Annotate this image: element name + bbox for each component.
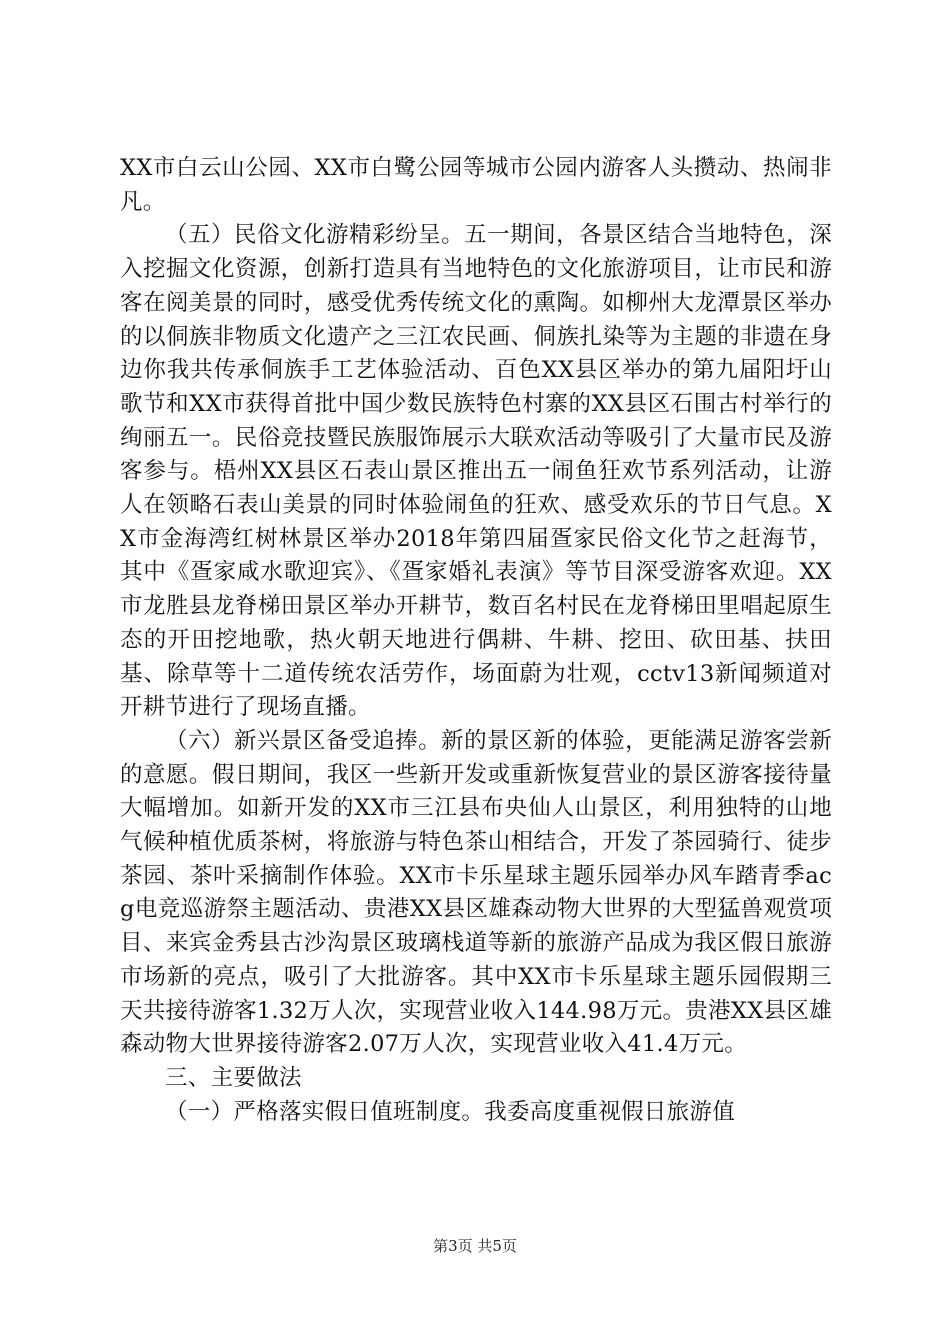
paragraph-duty-system: （一）严格落实假日值班制度。我委高度重视假日旅游值 [165, 1098, 736, 1125]
paragraph-folk-culture: （五）民俗文化游精彩纷呈。五一期间，各景区结合当地特色，深入挖掘文化资源，创新打造具有当地特色的文化旅游项目，让市民和游客在阅美景的同时，感受优秀传统文化的熏陶。如柳州大龙潭景区举办的以侗族非物质文化遗产之三江农民画、侗族扎染等为主题的非遗在身边你我共传承侗族手工艺体验活动、百色XX县区举办的第九届阳圩山歌节和XX市获得首批中国少数民族特色村寨的XX县区石围古村举行的绚丽五一。民俗竞技暨民族服饰展示大联欢活动等吸引了大量市民及游客参与。梧州XX县区石表山景区推出五一闹鱼狂欢节系列活动，让游人在领略石表山美景的同时体验闹鱼的狂欢、感受欢乐的节日气息。XX市金海湾红树林景区举办2018年第四届疍家民俗文化节之赶海节，其中《疍家咸水歌迎宾》、《疍家婚礼表演》等节目深受游客欢迎。XX市龙胜县龙脊梯田景区举办开耕节，数百名村民在龙脊梯田里唱起原生态的开田挖地歌，热火朝天地进行偶耕、牛耕、挖田、砍田基、扶田基、除草等十二道传统农活劳作，场面蔚为壮观，cctv13新闻频道对开耕节进行了现场直播。 [120, 222, 832, 721]
paragraph-continuation: XX市白云山公园、XX市白鹭公园等城市公园内游客人头攒动、热闹非凡。 [120, 155, 832, 215]
document-body [120, 152, 832, 1129]
page-number-footer: 第3页 共5页 [433, 1237, 517, 1255]
paragraph-new-scenic-areas: （六）新兴景区备受追捧。新的景区新的体验，更能满足游客尝新的意愿。假日期间，我区一些新开发或重新恢复营业的景区游客接待量大幅增加。如新开发的XX市三江县布央仙人山景区，利用独特的山地气候种植优质茶树，将旅游与特色茶山相结合，开发了茶园骑行、徒步茶园、茶叶采摘制作体验。XX市卡乐星球主题乐园举办风车踏青季acg电竞巡游祭主题活动、贵港XX县区雄森动物大世界的大型猛兽观赏项目、来宾金秀县古沙沟景区玻璃栈道等新的旅游产品成为我区假日旅游市场新的亮点，吸引了大批游客。其中XX市卡乐星球主题乐园假期三天共接待游客1.32万人次，实现营业收入144.98万元。贵港XX县区雄森动物大世界接待游客2.07万人次，实现营业收入41.4万元。 [120, 727, 832, 1058]
section-heading-main-practices: 三、主要做法 [165, 1064, 302, 1091]
